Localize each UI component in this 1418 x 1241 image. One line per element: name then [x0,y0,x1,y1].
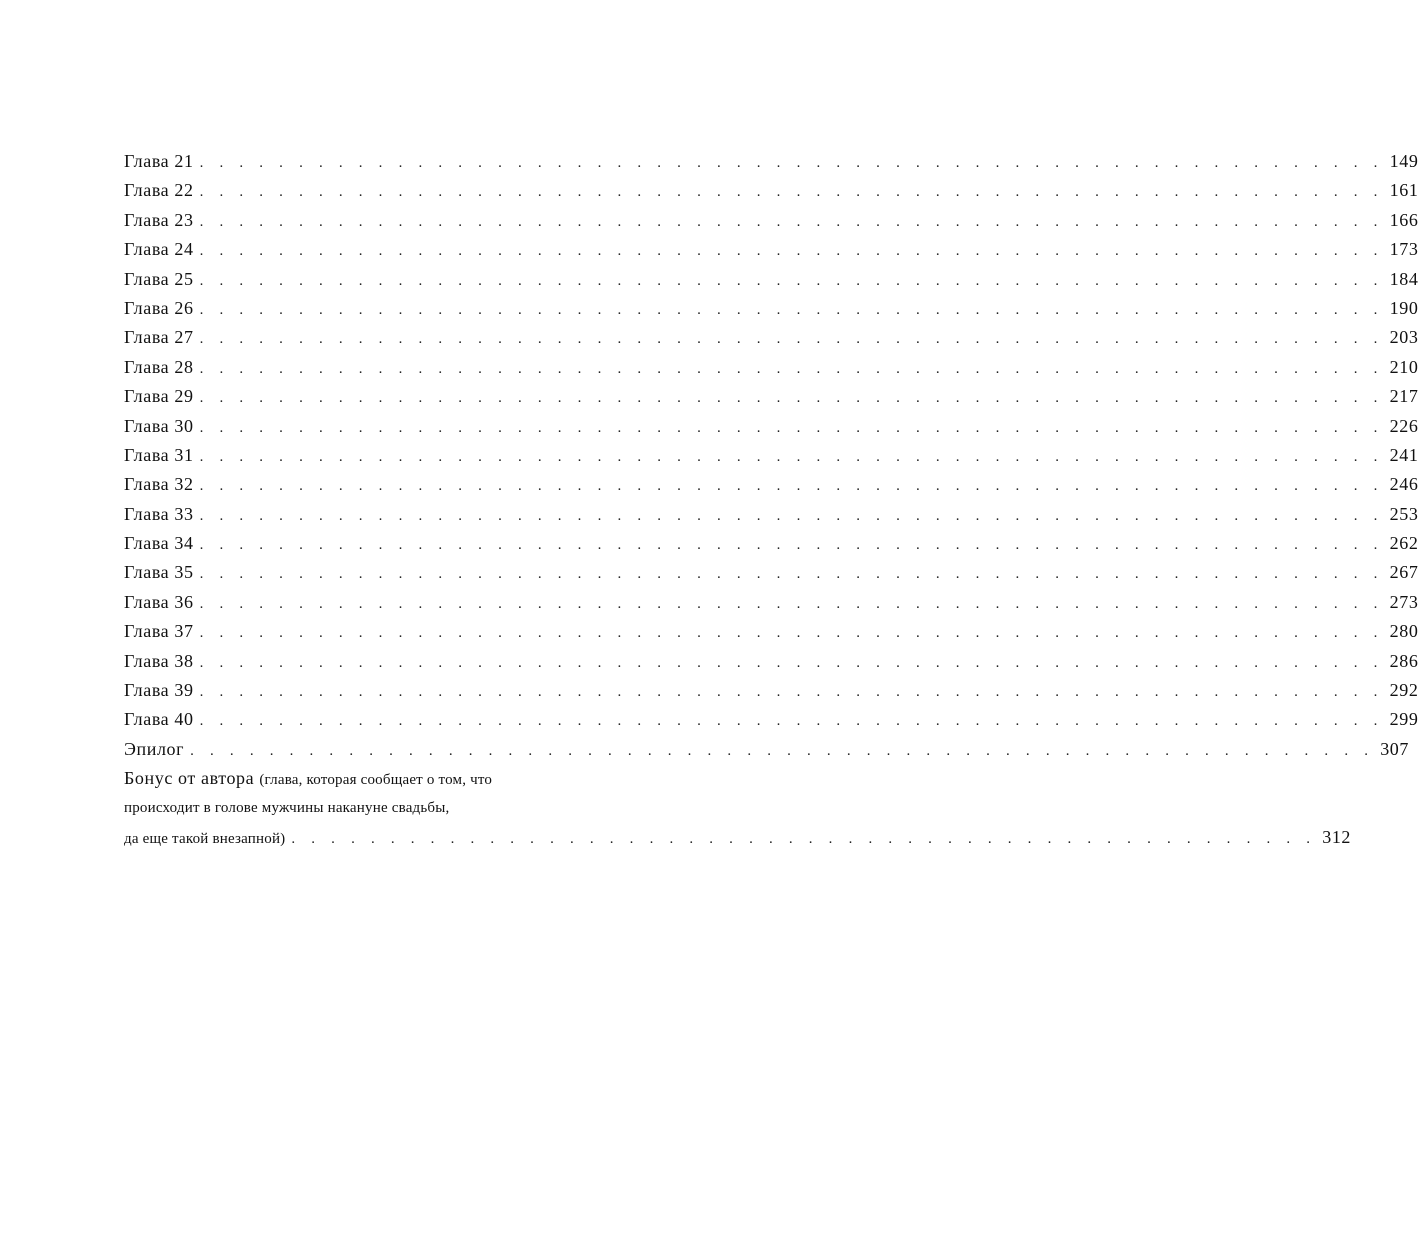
toc-entry-title: Глава 40 [124,709,194,730]
toc-entry-title: Глава 37 [124,621,194,642]
dot-leader: . . . . . . . . . . . . . . . . . . . . . . . . . . . . . . . . . . . . . . . . . . . . . . . . . . . . . . . . . . . . [199,419,1384,436]
dot-leader: . . . . . . . . . . . . . . . . . . . . . . . . . . . . . . . . . . . . . . . . . . . . . . . . . . . . [291,830,1317,847]
toc-entry[interactable] [124,558,1418,587]
dot-leader: . . . . . . . . . . . . . . . . . . . . . . . . . . . . . . . . . . . . . . . . . . . . . . . . . . . . . . . . . . . . [199,654,1384,671]
toc-entry[interactable] [124,588,1418,617]
toc-entry[interactable] [124,647,1418,676]
toc-entry-page-number: 190 [1389,297,1418,318]
dot-leader: . . . . . . . . . . . . . . . . . . . . . . . . . . . . . . . . . . . . . . . . . . . . . . . . . . . . . . . . . . . . [199,331,1384,348]
toc-entry-page-number: 280 [1389,621,1418,642]
toc-entry-page-number: 246 [1389,474,1418,495]
toc-entry-title: Глава 36 [124,591,194,612]
toc-entry-title: Глава 22 [124,180,194,201]
toc-entry[interactable] [124,470,1418,499]
toc-entry-title: Глава 38 [124,650,194,671]
toc-entry-page-number: 166 [1389,209,1418,230]
toc-entry-page-number: 292 [1389,680,1418,701]
dot-leader: . . . . . . . . . . . . . . . . . . . . . . . . . . . . . . . . . . . . . . . . . . . . . . . . . . . . . . . . . . . . [199,478,1384,495]
toc-entry-title: Глава 33 [124,503,194,524]
dot-leader: . . . . . . . . . . . . . . . . . . . . . . . . . . . . . . . . . . . . . . . . . . . . . . . . . . . . . . . . . . . . [199,684,1384,701]
toc-entry[interactable] [124,412,1418,441]
toc-entry-title: Глава 25 [124,268,194,289]
toc-entry-title: Глава 23 [124,209,194,230]
toc-entry-page-number: 173 [1389,239,1418,260]
bonus-note: (глава, которая сообщает о том, что [259,772,493,789]
toc-entry-page-number: 267 [1389,562,1418,583]
toc-entry-page-number: 217 [1389,386,1418,407]
dot-leader: . . . . . . . . . . . . . . . . . . . . . . . . . . . . . . . . . . . . . . . . . . . . . . . . . . . . . . . . . . . . [199,507,1384,524]
bonus-line-2: происходит в голове мужчины накануне свадьбы, [124,799,450,816]
table-of-contents [124,147,1418,852]
toc-entry[interactable] [124,265,1418,294]
toc-entry[interactable] [124,353,1418,382]
bonus-line-1 [124,764,680,793]
toc-entry[interactable] [124,617,1418,646]
toc-entry-page-number: 307 [1380,738,1409,759]
toc-entry-page-number: 210 [1389,356,1418,377]
bonus-line-3 [124,823,1352,852]
toc-entry-page-number: 262 [1389,533,1418,554]
toc-entry[interactable] [124,147,1418,176]
toc-entry-page-number: 253 [1389,503,1418,524]
bonus-title: Бонус от автора [124,768,255,789]
toc-entry-title: Глава 30 [124,415,194,436]
toc-entry-title: Глава 24 [124,239,194,260]
toc-entry-title: Глава 28 [124,356,194,377]
toc-entry-title: Глава 31 [124,444,194,465]
dot-leader: . . . . . . . . . . . . . . . . . . . . . . . . . . . . . . . . . . . . . . . . . . . . . . . . . . . . . . . . . . . . [199,448,1384,465]
dot-leader: . . . . . . . . . . . . . . . . . . . . . . . . . . . . . . . . . . . . . . . . . . . . . . . . . . . . . . . . . . . . [199,272,1384,289]
toc-entry[interactable] [124,735,1409,764]
dot-leader: . . . . . . . . . . . . . . . . . . . . . . . . . . . . . . . . . . . . . . . . . . . . . . . . . . . . . . . . . . . . [199,390,1384,407]
toc-entry-page-number: 203 [1389,327,1418,348]
toc-entry-title: Глава 34 [124,533,194,554]
toc-entry-page-number: 273 [1389,591,1418,612]
toc-entry[interactable] [124,206,1418,235]
toc-entry-title: Глава 21 [124,151,194,171]
toc-entry-title: Глава 26 [124,297,194,318]
toc-entry-title: Эпилог [124,738,185,759]
dot-leader: . . . . . . . . . . . . . . . . . . . . . . . . . . . . . . . . . . . . . . . . . . . . . . . . . . . . . . . . . . . . [199,625,1384,642]
toc-entry-page-number: 241 [1389,444,1418,465]
toc-entries [124,147,1418,764]
toc-entry[interactable] [124,176,1418,205]
dot-leader: . . . . . . . . . . . . . . . . . . . . . . . . . . . . . . . . . . . . . . . . . . . . . . . . . . . . . . . . . . . . [199,595,1384,612]
toc-entry[interactable] [124,676,1418,705]
bonus-page-number: 312 [1322,826,1352,847]
dot-leader: . . . . . . . . . . . . . . . . . . . . . . . . . . . . . . . . . . . . . . . . . . . . . . . . . . . . . . . . . . . . [199,360,1384,377]
dot-leader: . . . . . . . . . . . . . . . . . . . . . . . . . . . . . . . . . . . . . . . . . . . . . . . . . . . . . . . . . . . . [199,213,1384,230]
bonus-line-3-text: да еще такой внезапной) [124,830,286,847]
toc-entry-title: Глава 35 [124,562,194,583]
toc-entry[interactable] [124,500,1418,529]
toc-entry-page-number: 149 [1389,151,1418,171]
toc-entry[interactable] [124,529,1418,558]
toc-entry-title: Глава 29 [124,386,194,407]
dot-leader: . . . . . . . . . . . . . . . . . . . . . . . . . . . . . . . . . . . . . . . . . . . . . . . . . . . . . . . . . . . . [199,537,1384,554]
toc-entry-page-number: 161 [1389,180,1418,201]
toc-entry[interactable] [124,705,1418,734]
toc-entry[interactable] [124,235,1418,264]
dot-leader: . . . . . . . . . . . . . . . . . . . . . . . . . . . . . . . . . . . . . . . . . . . . . . . . . . . . . . . . . . . . [199,184,1384,201]
toc-entry-page-number: 299 [1389,709,1418,730]
toc-entry[interactable] [124,382,1418,411]
toc-entry-page-number: 226 [1389,415,1418,436]
dot-leader: . . . . . . . . . . . . . . . . . . . . . . . . . . . . . . . . . . . . . . . . . . . . . . . . . . . . . . . . . . . . [199,301,1384,318]
toc-entry[interactable] [124,323,1418,352]
toc-entry-title: Глава 27 [124,327,194,348]
toc-entry-page-number: 184 [1389,268,1418,289]
toc-entry-bonus[interactable] [124,764,1352,852]
dot-leader: . . . . . . . . . . . . . . . . . . . . . . . . . . . . . . . . . . . . . . . . . . . . . . . . . . . . . . . . . . . . [199,566,1384,583]
dot-leader: . . . . . . . . . . . . . . . . . . . . . . . . . . . . . . . . . . . . . . . . . . . . . . . . . . . . . . . . . . . . [199,713,1384,730]
toc-entry-page-number: 286 [1389,650,1418,671]
dot-leader: . . . . . . . . . . . . . . . . . . . . . . . . . . . . . . . . . . . . . . . . . . . . . . . . . . . . . . . . . . . . [199,155,1384,171]
dot-leader: . . . . . . . . . . . . . . . . . . . . . . . . . . . . . . . . . . . . . . . . . . . . . . . . . . . . . . . . . . . . [199,243,1384,260]
toc-entry[interactable] [124,294,1418,323]
dot-leader: . . . . . . . . . . . . . . . . . . . . . . . . . . . . . . . . . . . . . . . . . . . . . . . . . . . . . . . . . . . . [190,742,1375,759]
toc-entry-title: Глава 32 [124,474,194,495]
toc-entry-title: Глава 39 [124,680,194,701]
toc-entry[interactable] [124,441,1418,470]
